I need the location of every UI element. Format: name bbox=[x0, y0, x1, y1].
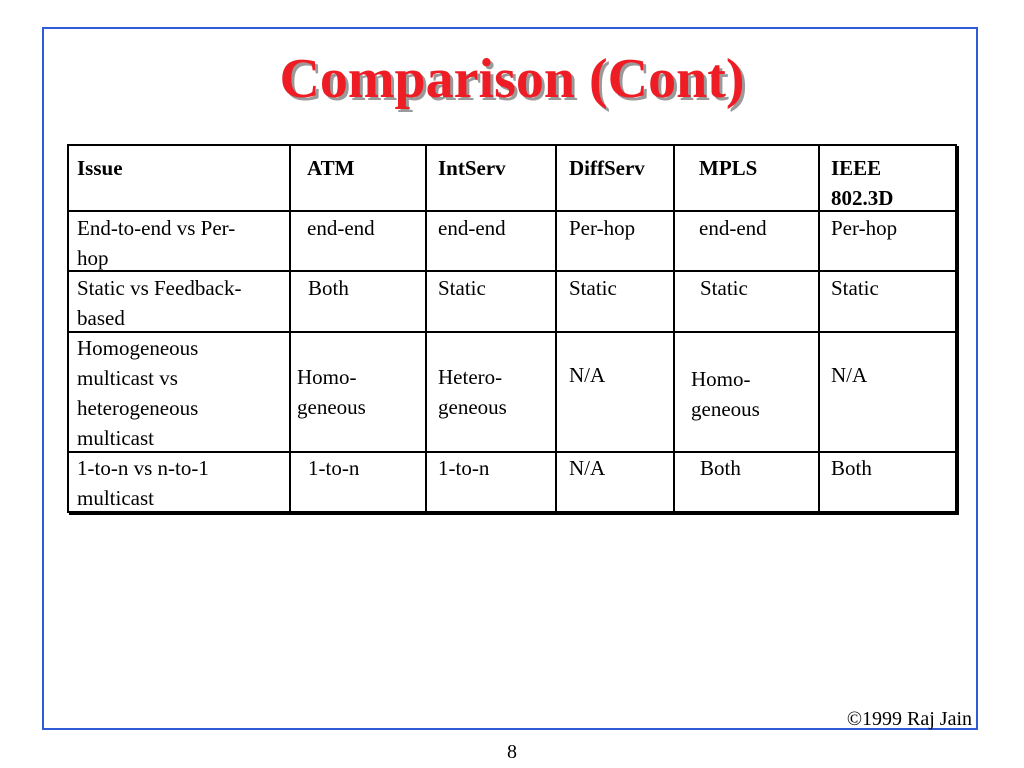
table-header-diffserv: DiffServ bbox=[569, 156, 645, 180]
table-header-intserv: IntServ bbox=[438, 156, 506, 180]
table-cell-ieee: Both bbox=[831, 456, 872, 480]
table-cell-mpls: Homo- geneous bbox=[691, 367, 760, 421]
table-header-mpls: MPLS bbox=[699, 156, 758, 180]
table-shadow bbox=[955, 146, 959, 515]
table-cell-intserv: Hetero- geneous bbox=[438, 365, 507, 419]
table-cell-atm: 1-to-n bbox=[308, 456, 360, 480]
table-cell-intserv: Static bbox=[438, 276, 486, 300]
table-cell-diffserv: Static bbox=[569, 276, 617, 300]
page-number: 8 bbox=[507, 741, 517, 763]
table-header-atm: ATM bbox=[307, 156, 355, 180]
table-cell-ieee: Per-hop bbox=[831, 216, 898, 240]
table-cell-intserv: 1-to-n bbox=[438, 456, 490, 480]
table-cell-mpls: Both bbox=[700, 456, 741, 480]
slide-title: Comparison (Cont) bbox=[279, 48, 745, 110]
table-cell-atm: Both bbox=[308, 276, 349, 300]
table-cell-diffserv: Per-hop bbox=[569, 216, 636, 240]
table-cell-mpls: end-end bbox=[699, 216, 767, 240]
table-cell-diffserv: N/A bbox=[569, 456, 606, 480]
footer-copyright: ©1999 Raj Jain bbox=[846, 708, 972, 730]
table-cell-atm: end-end bbox=[307, 216, 375, 240]
table-cell-ieee: Static bbox=[831, 276, 879, 300]
table-rule bbox=[425, 144, 427, 513]
table-rule bbox=[67, 144, 957, 146]
table-cell-issue: Static vs Feedback- based bbox=[77, 276, 242, 330]
table-rule bbox=[818, 144, 820, 513]
table-cell-mpls: Static bbox=[700, 276, 748, 300]
comparison-table bbox=[67, 144, 957, 513]
table-cell-issue: End-to-end vs Per- hop bbox=[77, 216, 236, 270]
table-cell-issue: Homogeneous multicast vs heterogeneous multicast bbox=[77, 336, 199, 450]
table-rule bbox=[555, 144, 557, 513]
table-rule bbox=[673, 144, 675, 513]
table-cell-ieee: N/A bbox=[831, 363, 868, 387]
table-cell-intserv: end-end bbox=[438, 216, 506, 240]
table-rule bbox=[289, 144, 291, 513]
table-cell-atm: Homo- geneous bbox=[297, 365, 366, 419]
table-rule bbox=[67, 210, 957, 212]
table-header-ieee: IEEE 802.3D bbox=[831, 156, 894, 210]
table-cell-issue: 1-to-n vs n-to-1 multicast bbox=[77, 456, 209, 510]
table-header-issue: Issue bbox=[77, 156, 123, 180]
table-rule bbox=[67, 144, 69, 513]
table-cell-diffserv: N/A bbox=[569, 363, 606, 387]
